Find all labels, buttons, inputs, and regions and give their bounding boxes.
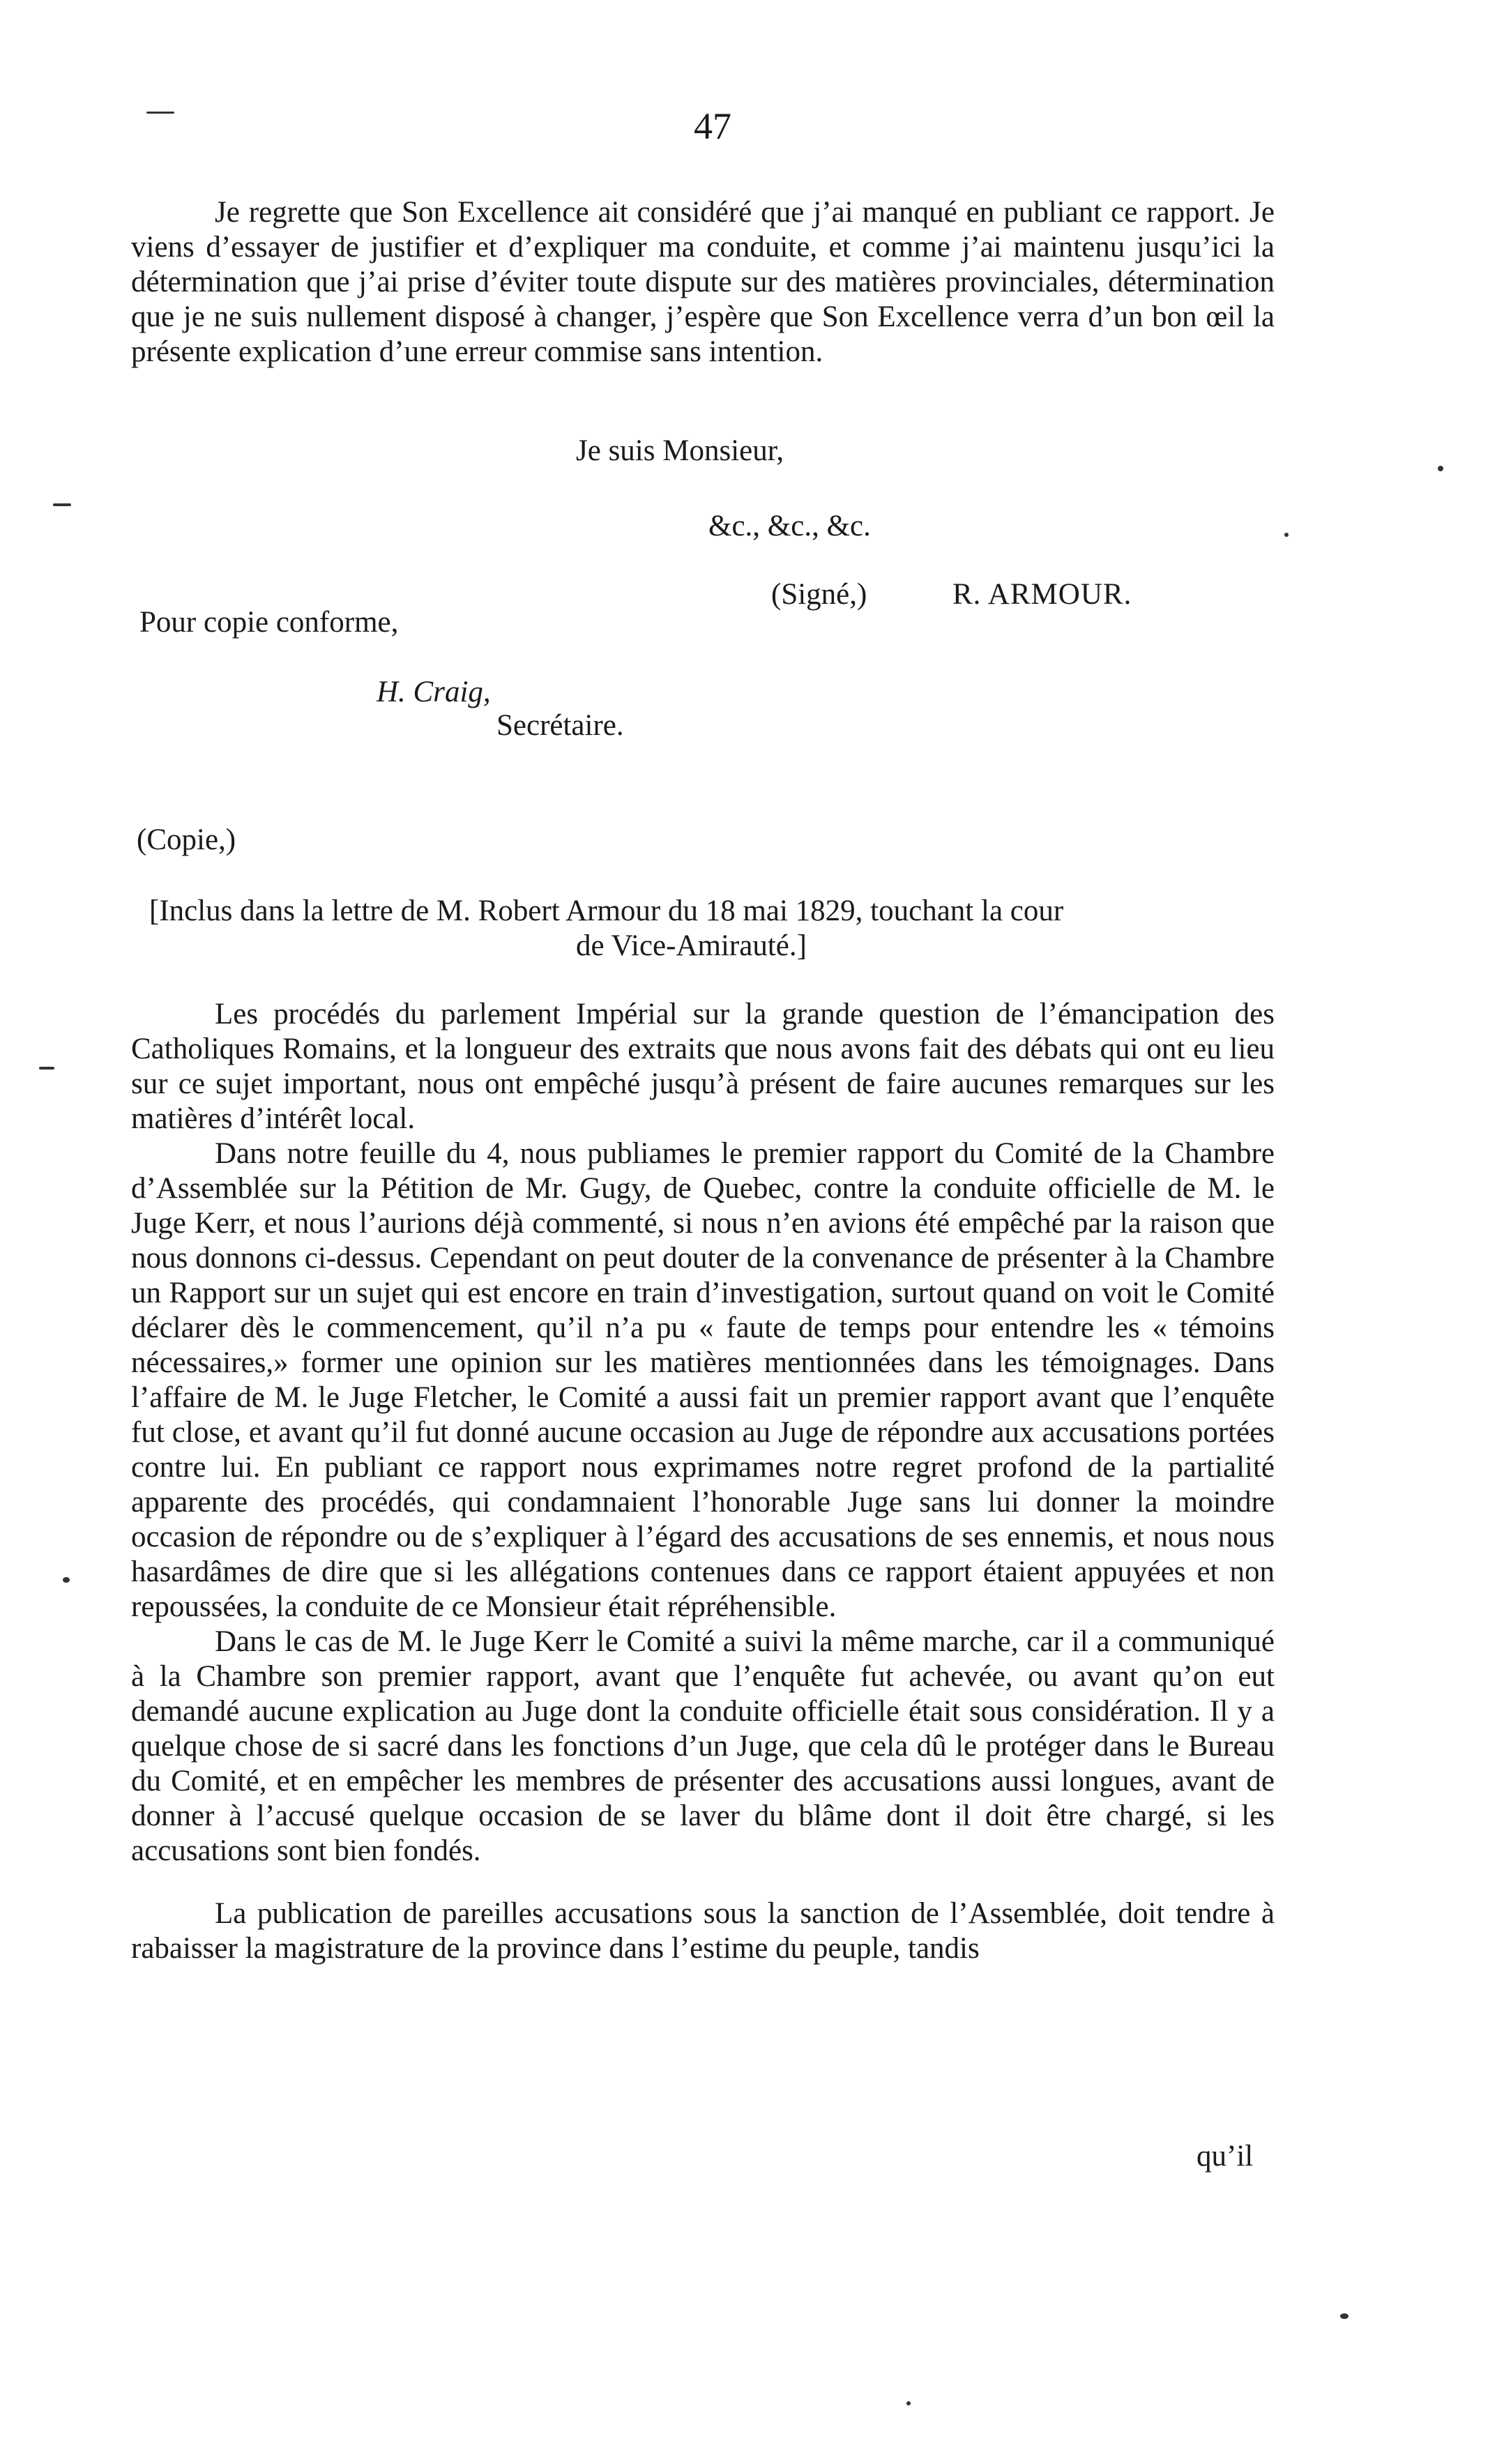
copie-label: (Copie,) bbox=[137, 823, 236, 856]
print-mark bbox=[63, 1577, 70, 1583]
page-number: 47 bbox=[694, 105, 731, 147]
signed-label: (Signé,) bbox=[771, 578, 867, 611]
catchword: qu’il bbox=[1197, 2140, 1254, 2173]
enclosure-note-line-2: de Vice-Amirauté.] bbox=[576, 929, 807, 962]
print-mark bbox=[146, 112, 174, 114]
enclosure-body bbox=[131, 997, 1275, 1966]
body-paragraph-4: La publication de pareilles accusations sous la sanction de l’Assemblée, doit tendre à rabaisser la magistrature de la province dans l’estime du peuple, tandis bbox=[131, 1897, 1275, 1965]
letter-paragraph bbox=[131, 195, 1275, 370]
enclosure-note-line-1: [Inclus dans la lettre de M. Robert Armour du 18 mai 1829, touchant la cour bbox=[149, 895, 1064, 927]
print-mark bbox=[53, 503, 71, 506]
body-paragraph-2: Dans notre feuille du 4, nous publiames le premier rapport du Comité de la Chambre d’Assemblée sur la Pétition de Mr. Gugy, de Quebec, contre la conduite officielle de M. le Juge Kerr, et nous l’aurions déjà commenté, si nous n’en avions été empêché par la raison que nous donnons ci-dessus. Cependant on peut douter de la convenance de présenter à la Chambre un Rapport sur un sujet qui est encore en train d’investigation, surtout quand on voit le Comité déclarer dès le commencement, qu’il n’a pu « faute de temps pour entendre les « témoins nécessaires,» former une opinion sur les matières mentionnées dans les témoignages. Dans l’affaire de M. le Juge Fletcher, le Comité a aussi fait un premier rapport avant que l’enquête fut close, et avant qu’il fut donné aucune occasion au Juge de répondre aux accusations portées contre lui. En publiant ce rapport nous exprimames notre regret profond de la partialité apparente des procédés, qui condamnaient l’honorable Juge sans lui donner la moindre occasion de répondre ou de s’expliquer à l’égard des accusations de ses ennemis, et nous nous hasardâmes de dire que si les allégations contenues dans ce rapport étaient appuyées et non repoussées, la conduite de ce Monsieur était répréhensible. bbox=[131, 1137, 1275, 1623]
print-mark bbox=[1438, 466, 1443, 471]
print-mark bbox=[39, 1067, 54, 1070]
secretary-name: H. Craig, bbox=[377, 676, 491, 708]
body-paragraph-1: Les procédés du parlement Impérial sur la grande question de l’émancipation des Catholiques Romains, et la longueur des extraits que nous avons fait des débats qui ont eu lieu sur ce sujet important, nous ont empêché jusqu’à présent de faire aucunes remarques sur les matières d’intérêt local. bbox=[131, 998, 1275, 1135]
closing-etc: &c., &c., &c. bbox=[708, 510, 871, 542]
signature: R. ARMOUR. bbox=[952, 578, 1132, 611]
body-paragraph-3: Dans le cas de M. le Juge Kerr le Comité a suivi la même marche, car il a communiqué à la Chambre son premier rapport, avant que l’enquête fut achevée, ou avant qu’on eut demandé aucune explication au Juge dont la conduite officielle était sous considération. Il y a quelque chose de si sacré dans les fonctions d’un Juge, que cela dû le protéger dans le Bureau du Comité, et en empêcher les membres de présenter des accusations aussi longues, avant de donner à l’accusé quelque occasion de se laver du blâme dont il doit être chargé, si les accusations sont bien fondés. bbox=[131, 1625, 1275, 1867]
copy-conforme: Pour copie conforme, bbox=[139, 606, 399, 639]
print-mark bbox=[1340, 2313, 1349, 2319]
print-mark bbox=[1284, 533, 1289, 537]
letter-paragraph-text: Je regrette que Son Excellence ait considéré que j’ai manqué en publiant ce rapport. Je viens d’essayer de justifier et d’expliquer ma conduite, et comme j’ai maintenu jusqu’ici la détermination que j’ai prise d’éviter toute dispute sur des matières provinciales, détermination que je ne suis nullement disposé à changer, j’espère que Son Excellence verra d’un bon œil la présente explication d’une erreur commise sans intention. bbox=[131, 196, 1275, 368]
secretary-title: Secrétaire. bbox=[496, 709, 624, 742]
print-mark bbox=[906, 2401, 911, 2405]
closing-salutation: Je suis Monsieur, bbox=[576, 434, 784, 467]
